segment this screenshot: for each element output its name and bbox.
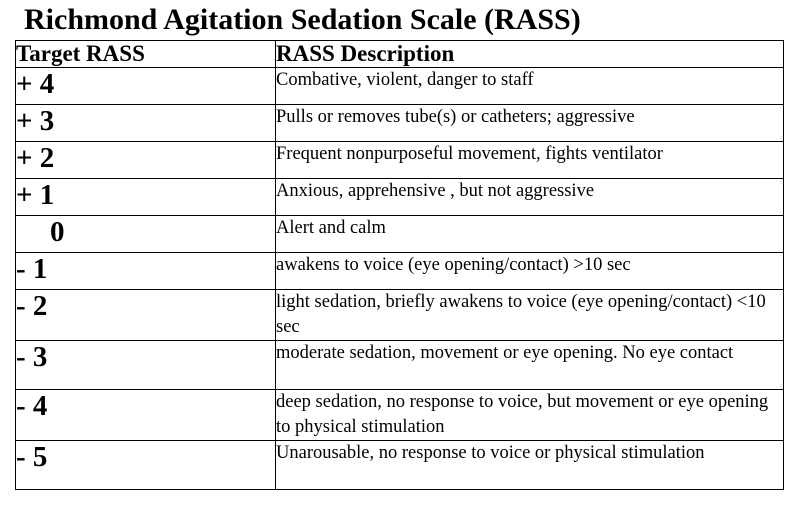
table-header (16, 41, 784, 68)
table-row (16, 390, 784, 441)
rass-description: awakens to voice (eye opening/contact) >10 sec (276, 253, 784, 290)
table-row (16, 105, 784, 142)
rass-score: + 2 (16, 142, 276, 179)
table-body (16, 68, 784, 490)
rass-score: - 4 (16, 390, 276, 441)
rass-description: deep sedation, no response to voice, but movement or eye opening to physical stimulation (276, 390, 784, 441)
header-rass-description: RASS Description (276, 41, 784, 68)
rass-score: + 4 (16, 68, 276, 105)
rass-score: - 1 (16, 253, 276, 290)
rass-description: light sedation, briefly awakens to voice (eye opening/contact) <10 sec (276, 290, 784, 341)
table-row (16, 341, 784, 390)
rass-score: - 3 (16, 341, 276, 390)
rass-score: 0 (16, 216, 276, 253)
rass-description: Anxious, apprehensive , but not aggressive (276, 179, 784, 216)
rass-score: + 3 (16, 105, 276, 142)
page-title: Richmond Agitation Sedation Scale (RASS) (24, 3, 581, 36)
rass-description: moderate sedation, movement or eye opening. No eye contact (276, 341, 784, 390)
rass-table (15, 40, 784, 490)
rass-description: Alert and calm (276, 216, 784, 253)
table-row (16, 441, 784, 490)
rass-description: Pulls or removes tube(s) or catheters; aggressive (276, 105, 784, 142)
rass-description: Combative, violent, danger to staff (276, 68, 784, 105)
table-row (16, 216, 784, 253)
table-row (16, 290, 784, 341)
rass-score: - 5 (16, 441, 276, 490)
header-target-rass: Target RASS (16, 41, 276, 68)
header-row (16, 41, 784, 68)
table-row (16, 142, 784, 179)
table-row (16, 68, 784, 105)
rass-description: Frequent nonpurposeful movement, fights ventilator (276, 142, 784, 179)
table-row (16, 179, 784, 216)
rass-description: Unarousable, no response to voice or physical stimulation (276, 441, 784, 490)
rass-score: + 1 (16, 179, 276, 216)
table-row (16, 253, 784, 290)
rass-score: - 2 (16, 290, 276, 341)
